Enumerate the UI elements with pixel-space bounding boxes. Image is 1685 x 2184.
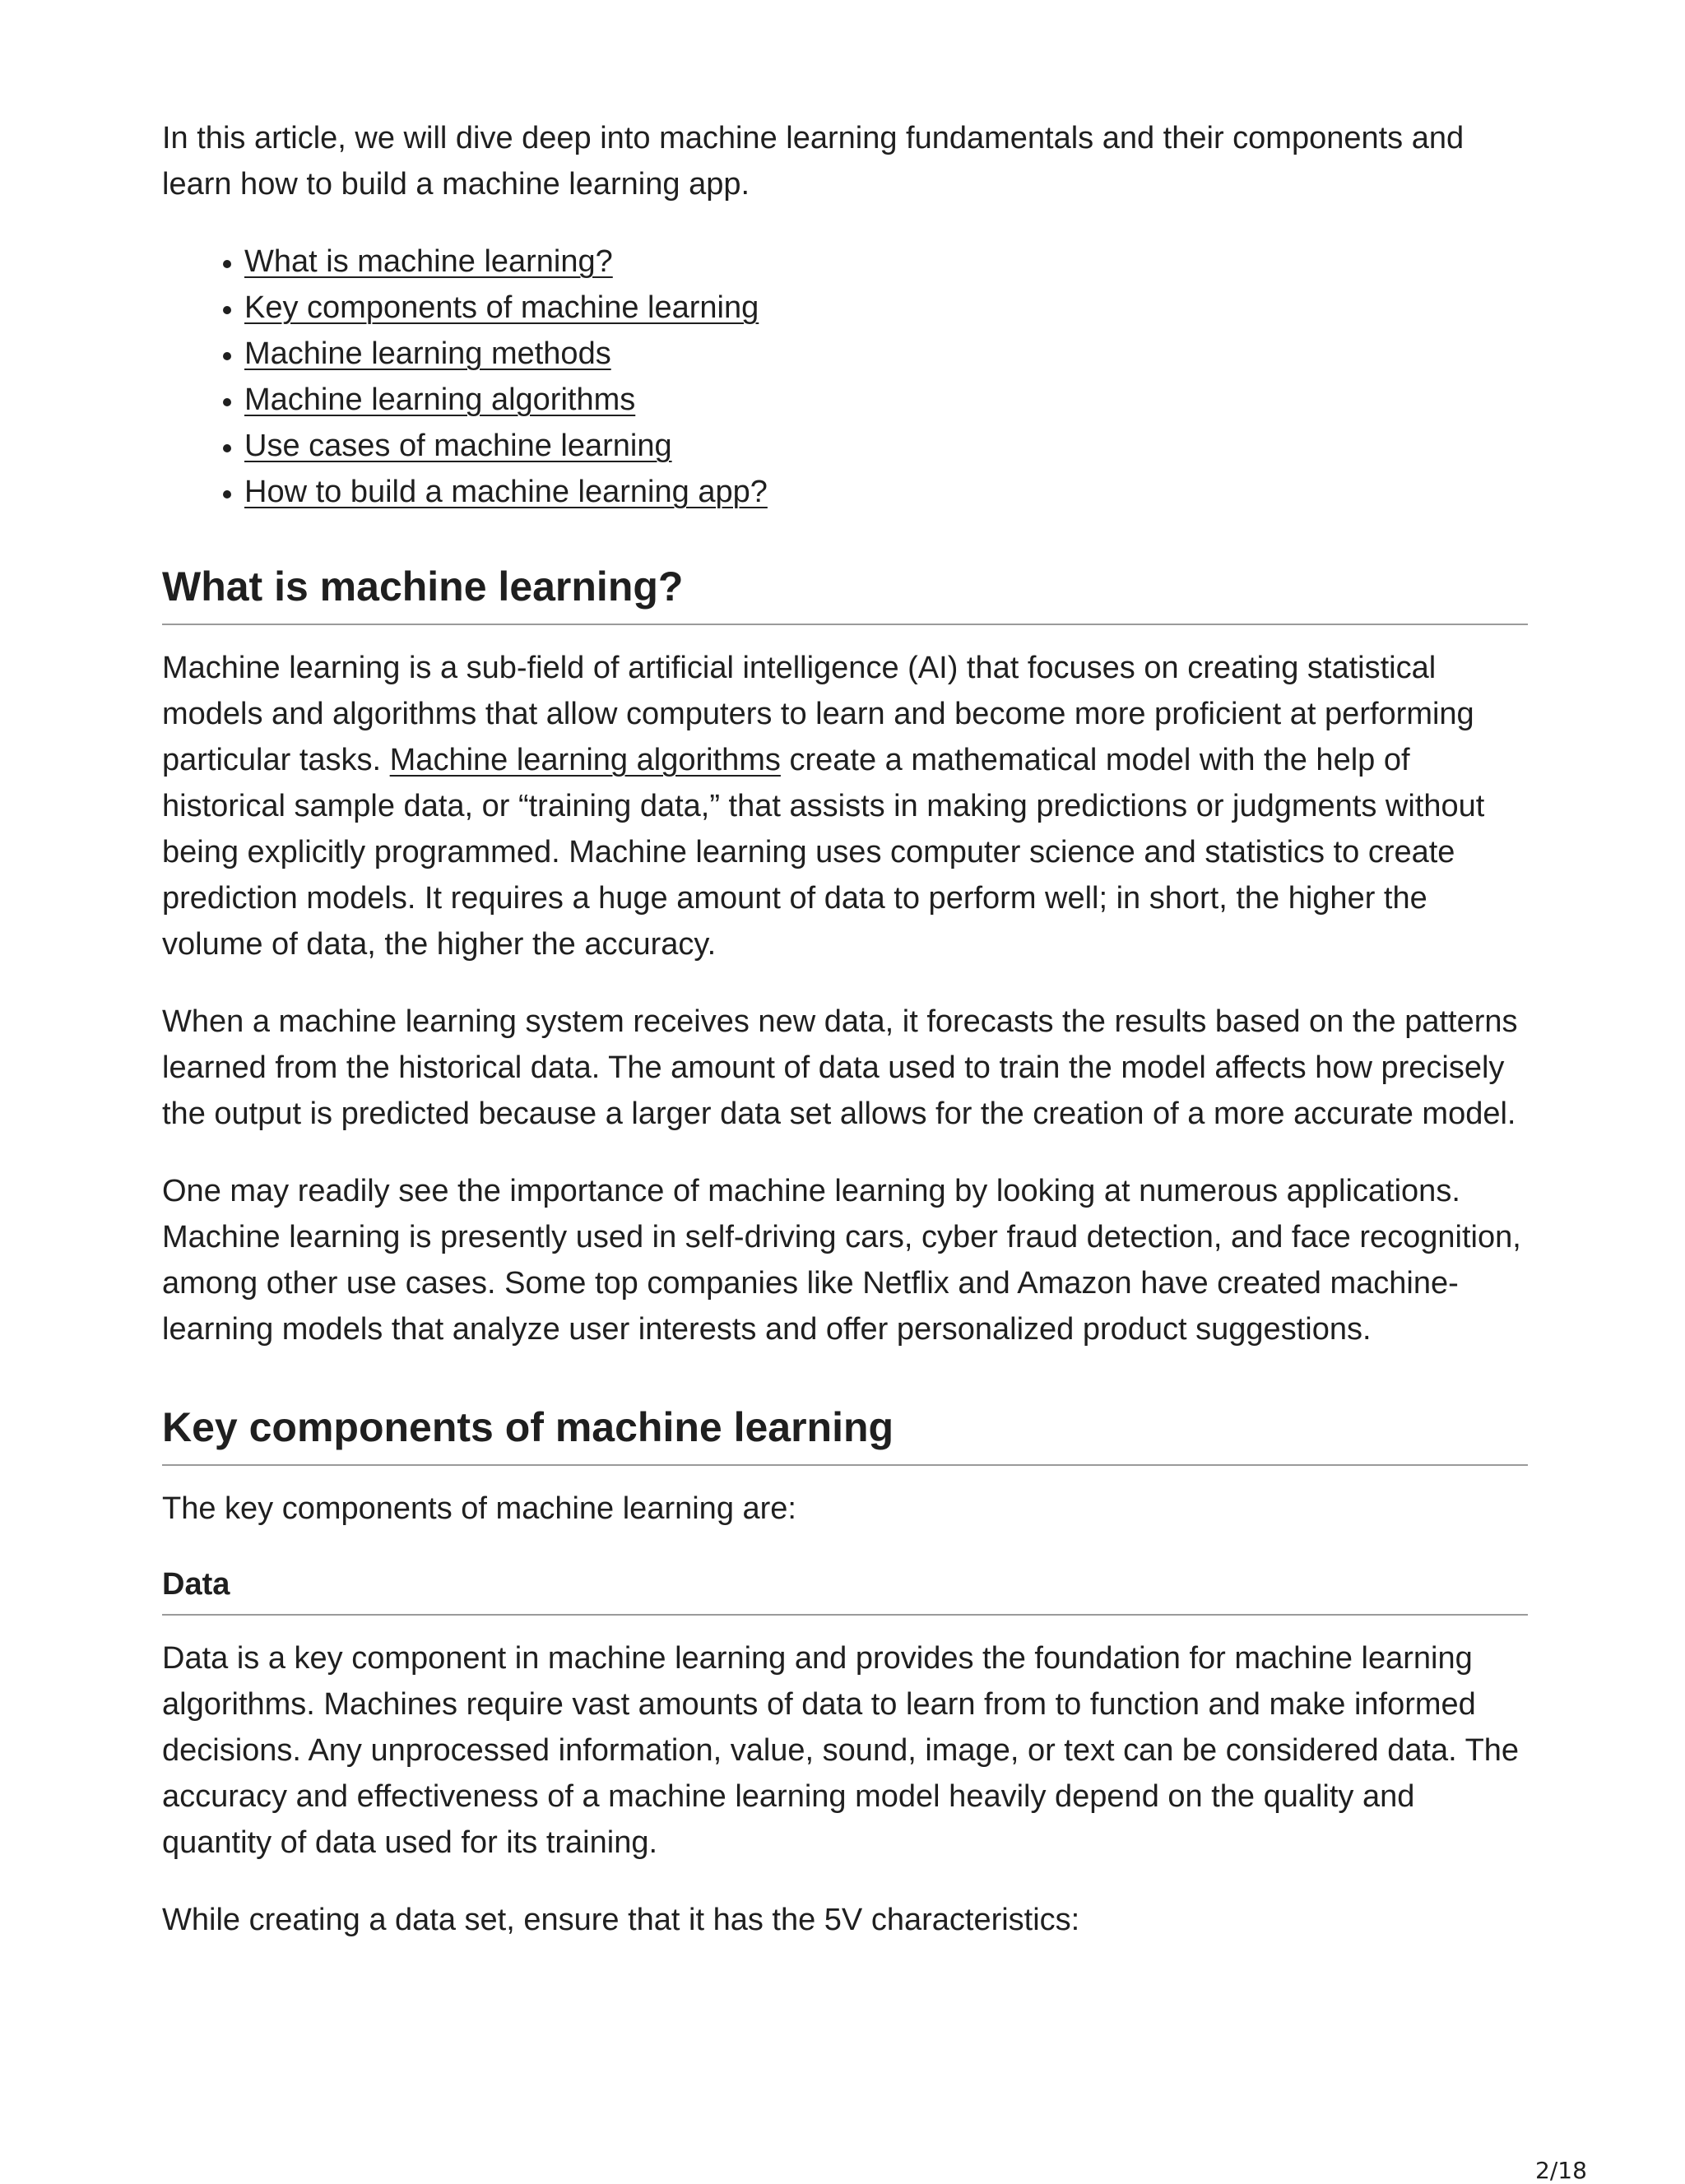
toc-item: [244, 377, 1528, 423]
paragraph: [162, 645, 1528, 967]
toc-item: [244, 285, 1528, 331]
toc-link-key-components[interactable]: Key components of machine learning: [244, 290, 759, 325]
paragraph: While creating a data set, ensure that it has the 5V characteristics:: [162, 1903, 1080, 1937]
toc-item: [244, 239, 1528, 285]
table-of-contents: [162, 239, 1528, 515]
paragraph: The key components of machine learning are:: [162, 1491, 796, 1526]
article-content: [162, 115, 1528, 1974]
inline-link-ml-algorithms[interactable]: Machine learning algorithms: [389, 743, 781, 777]
toc-item: [244, 423, 1528, 469]
toc-link-build-app[interactable]: How to build a machine learning app?: [244, 475, 768, 509]
toc-link-ml-methods[interactable]: Machine learning methods: [244, 336, 611, 371]
sub-heading-data: Data: [162, 1563, 1528, 1616]
intro-paragraph: In this article, we will dive deep into machine learning fundamentals and their components and learn how to build a machine learning app.: [162, 121, 1465, 202]
toc-link-ml-algorithms[interactable]: Machine learning algorithms: [244, 383, 636, 417]
toc-item: [244, 469, 1528, 515]
paragraph: Data is a key component in machine learning and provides the foundation for machine learning algorithms. Machines require vast amounts of data to learn from to function and make informed decisions. Any unprocessed information, value, sound, image, or text can be considered data. The accuracy and effectiveness of a machine learning model heavily depend on the quality and quantity of data used for its training.: [162, 1641, 1520, 1860]
paragraph-text: create a mathematical model with the help of historical sample data, or “training data,” that assists in making predictions or judgments without being explicitly programmed. Machine learning uses computer science and statistics to create prediction models. It requires a huge amount of data to perform well; in short, the higher the volume of data, the higher the accuracy.: [162, 743, 1485, 962]
toc-link-use-cases[interactable]: Use cases of machine learning: [244, 429, 672, 463]
section-heading-key-components: Key components of machine learning: [162, 1400, 1528, 1466]
paragraph: When a machine learning system receives new data, it forecasts the results based on the patterns learned from the historical data. The amount of data used to train the model affects how precisely the output is predicted because a larger data set allows for the creation of a more accurate model.: [162, 1004, 1518, 1131]
paragraph-text: Machine learning is a sub-field of artificial intelligence (AI) that focuses on creating statistical models and algorithms that allow computers to learn and become more proficient at performing particular tasks.: [162, 651, 1474, 777]
section-heading-what-is-ml: What is machine learning?: [162, 559, 1528, 625]
toc-link-what-is-ml[interactable]: What is machine learning?: [244, 244, 613, 279]
page-number: 2/18: [1535, 2157, 1587, 2184]
paragraph: One may readily see the importance of machine learning by looking at numerous applications. Machine learning is presently used in self-driving cars, cyber fraud detection, and face recognition, among other use cases. Some top companies like Netflix and Amazon have created machine-learning models that analyze user interests and offer personalized product suggestions.: [162, 1174, 1521, 1347]
toc-item: [244, 331, 1528, 377]
